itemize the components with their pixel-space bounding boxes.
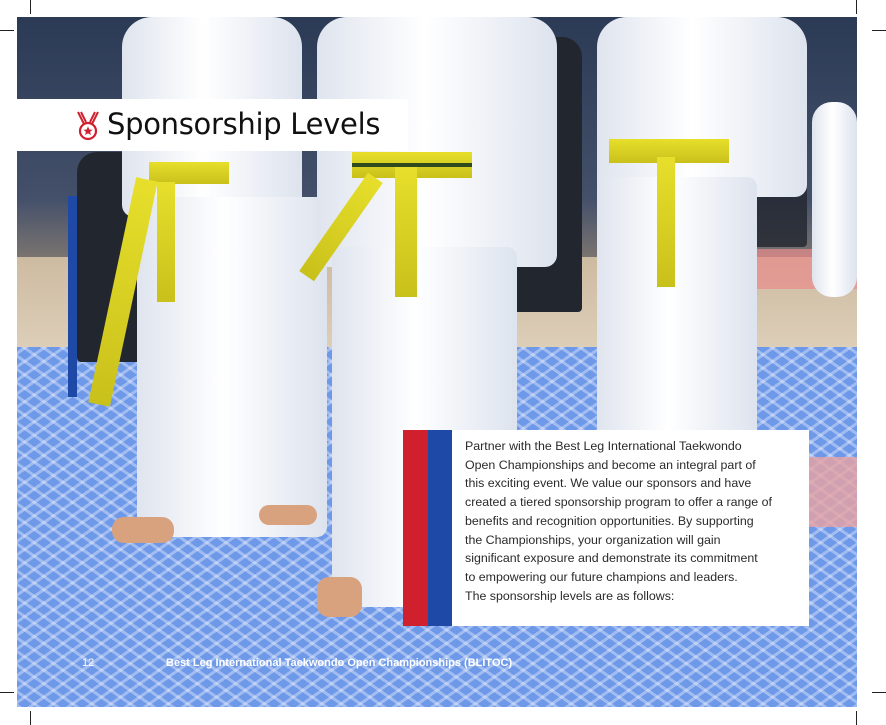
paragraph-line: created a tiered sponsorship program to offer a range of	[465, 495, 772, 510]
crop-mark	[872, 692, 886, 693]
paragraph-line: to empowering our future champions and leaders.	[465, 569, 738, 584]
crop-mark	[0, 692, 14, 693]
blue-accent-bar	[68, 196, 77, 397]
crop-mark	[856, 711, 857, 725]
crop-mark	[0, 30, 14, 31]
photo-belt-tail	[395, 167, 417, 297]
photo-belt-tail	[157, 182, 175, 302]
red-stripe	[403, 430, 428, 626]
photo-athlete-right-pants	[597, 177, 757, 447]
crop-mark	[872, 30, 886, 31]
photo-foot	[317, 577, 362, 617]
paragraph-line: benefits and recognition opportunities. By supporting	[465, 513, 754, 528]
page-title: Sponsorship Levels	[107, 107, 381, 141]
paragraph-line: this exciting event. We value our sponsors and have	[465, 476, 752, 491]
paragraph-line: significant exposure and demonstrate its commitment	[465, 551, 758, 566]
photo-athlete-right-top	[597, 17, 807, 197]
page-number: 12	[82, 657, 95, 669]
intro-text-box	[403, 430, 809, 626]
photo-foot	[259, 505, 317, 525]
paragraph-line: Partner with the Best Leg International Taekwondo	[465, 439, 742, 453]
paragraph-line: Open Championships and become an integral part of	[465, 457, 756, 472]
intro-paragraph	[465, 437, 801, 605]
photo-belt	[149, 162, 229, 184]
blue-stripe	[428, 430, 452, 626]
photo-belt-tail	[657, 157, 675, 287]
photo-foot	[112, 517, 174, 543]
paragraph-line: the Championships, your organization will gain	[465, 532, 721, 547]
footer-document-title: Best Leg International Taekwondo Open Championships (BLITOC)	[166, 657, 513, 669]
crop-mark	[30, 0, 31, 14]
crop-mark	[856, 0, 857, 14]
photo-child-seated	[812, 102, 857, 297]
medal-icon	[75, 111, 101, 141]
paragraph-line: The sponsorship levels are as follows:	[465, 588, 675, 603]
photo-red-mat-edge	[807, 457, 857, 527]
crop-mark	[30, 711, 31, 725]
title-box	[17, 99, 408, 151]
